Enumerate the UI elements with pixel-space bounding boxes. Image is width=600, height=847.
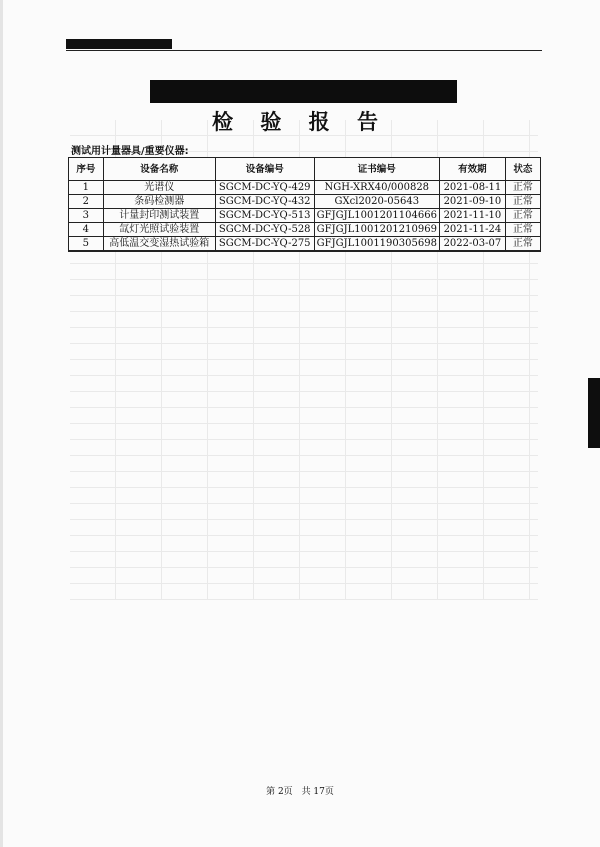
cell-seq: 3 <box>69 209 104 223</box>
cell-seq: 1 <box>69 181 104 195</box>
cell-status: 正常 <box>505 195 540 209</box>
cell-status: 正常 <box>505 181 540 195</box>
cell-cert: GFJGJL1001201210969 <box>314 223 439 237</box>
cell-cert: NGH-XRX40/000828 <box>314 181 439 195</box>
cell-valid: 2021-11-24 <box>439 223 505 237</box>
page-number: 第 2页 <box>266 787 293 797</box>
header-rule <box>66 50 542 51</box>
cell-cert: GFJGJL1001190305698 <box>314 237 439 252</box>
redacted-header-text <box>66 39 172 49</box>
header-cert: 证书编号 <box>314 158 439 181</box>
cell-name: 氙灯光照试验装置 <box>103 223 215 237</box>
cell-status: 正常 <box>505 237 540 252</box>
cell-id: SGCM-DC-YQ-429 <box>215 181 314 195</box>
table-header-row <box>69 158 541 181</box>
header-id: 设备编号 <box>215 158 314 181</box>
section-label: 测试用计量器具/重要仪器: <box>71 146 189 157</box>
cell-id: SGCM-DC-YQ-528 <box>215 223 314 237</box>
cell-status: 正常 <box>505 223 540 237</box>
table-row <box>69 209 541 223</box>
cell-status: 正常 <box>505 209 540 223</box>
cell-name: 高低温交变湿热试验箱 <box>103 237 215 252</box>
scan-side-mark <box>588 378 600 448</box>
cell-name: 计量封印测试装置 <box>103 209 215 223</box>
cell-valid: 2022-03-07 <box>439 237 505 252</box>
cell-name: 条码检测器 <box>103 195 215 209</box>
table-row <box>69 181 541 195</box>
cell-cert: GFJGJL1001201104666 <box>314 209 439 223</box>
cell-id: SGCM-DC-YQ-513 <box>215 209 314 223</box>
header-name: 设备名称 <box>103 158 215 181</box>
header-seq: 序号 <box>69 158 104 181</box>
cell-id: SGCM-DC-YQ-432 <box>215 195 314 209</box>
cell-seq: 5 <box>69 237 104 252</box>
header-status: 状态 <box>505 158 540 181</box>
cell-valid: 2021-08-11 <box>439 181 505 195</box>
table-row <box>69 195 541 209</box>
cell-name: 光谱仪 <box>103 181 215 195</box>
cell-seq: 4 <box>69 223 104 237</box>
table-row <box>69 223 541 237</box>
redacted-organization-name <box>150 80 457 103</box>
page-footer <box>0 784 600 797</box>
cell-valid: 2021-09-10 <box>439 195 505 209</box>
cell-cert: GXcl2020-05643 <box>314 195 439 209</box>
cell-id: SGCM-DC-YQ-275 <box>215 237 314 252</box>
header-valid: 有效期 <box>439 158 505 181</box>
report-title: 检 验 报 告 <box>212 110 388 134</box>
table-row <box>69 237 541 252</box>
cell-seq: 2 <box>69 195 104 209</box>
equipment-table <box>68 157 541 252</box>
page-total: 共 17页 <box>301 787 334 797</box>
cell-valid: 2021-11-10 <box>439 209 505 223</box>
